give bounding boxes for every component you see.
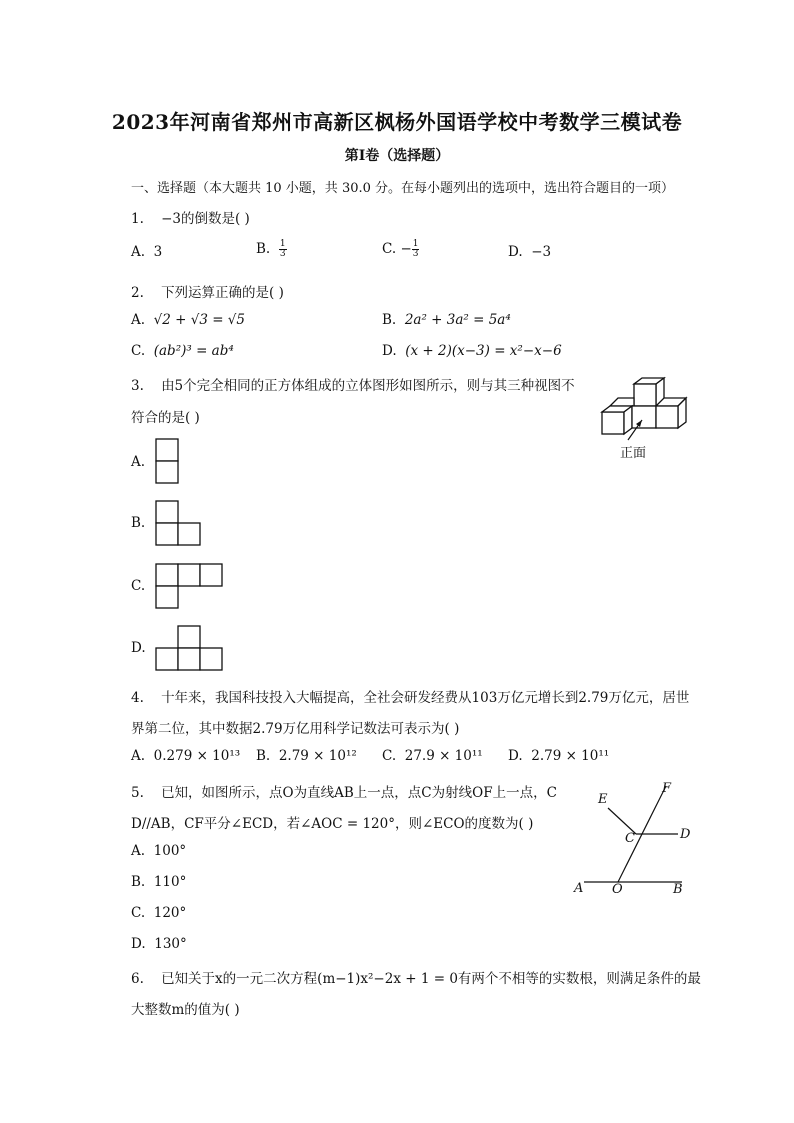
option-text: 130° bbox=[154, 936, 187, 952]
option-label: A. bbox=[131, 843, 146, 859]
point-label-e: E bbox=[598, 792, 608, 807]
option-label: A. bbox=[131, 312, 146, 328]
question-6 bbox=[131, 967, 701, 987]
point-label-f: F bbox=[662, 781, 672, 796]
question-stem: −3的倒数是( ) bbox=[161, 211, 250, 227]
fraction: $\frac{1}{3}$ bbox=[412, 239, 419, 259]
minus-sign: − bbox=[400, 241, 412, 257]
question-number: 5. bbox=[131, 785, 144, 801]
option-label: C. bbox=[382, 748, 397, 764]
option-label: B. bbox=[256, 241, 271, 257]
fraction: $\frac{1}{3}$ bbox=[279, 239, 286, 259]
question-4 bbox=[131, 686, 689, 706]
option-label: D. bbox=[508, 748, 523, 764]
option-text: 100° bbox=[153, 843, 187, 859]
option-a[interactable] bbox=[131, 244, 162, 260]
question-3 bbox=[131, 374, 575, 394]
option-label: D. bbox=[382, 343, 397, 359]
option-text: 120° bbox=[153, 905, 187, 921]
option-c[interactable] bbox=[382, 748, 483, 764]
option-c[interactable] bbox=[382, 240, 419, 259]
option-text: 3 bbox=[153, 244, 163, 260]
question-number: 1. bbox=[131, 211, 144, 227]
option-text: 110° bbox=[153, 874, 187, 890]
section-heading: 一、选择题（本大题共 10 小题，共 30.0 分。在每小题列出的选项中，选出符合题目的一项） bbox=[131, 181, 675, 196]
option-d[interactable] bbox=[508, 244, 551, 260]
option-d[interactable]: D. bbox=[131, 640, 146, 656]
option-label: C. bbox=[382, 241, 397, 257]
point-label-o: O bbox=[612, 882, 623, 897]
option-a[interactable] bbox=[131, 748, 240, 764]
question-stem-continued: 大整数m的值为( ) bbox=[131, 1002, 240, 1018]
option-label: C. bbox=[131, 905, 146, 921]
option-label: A. bbox=[131, 244, 146, 260]
question-2 bbox=[131, 281, 284, 301]
option-text: (ab²)³ = ab⁴ bbox=[153, 343, 234, 359]
question-stem: 已知，如图所示，点O为直线AB上一点，点C为射线OF上一点，C bbox=[161, 785, 557, 801]
option-b[interactable] bbox=[256, 748, 357, 764]
option-text: 0.279 × 10¹³ bbox=[153, 748, 241, 764]
option-d[interactable] bbox=[131, 936, 187, 952]
option-c[interactable] bbox=[131, 343, 234, 359]
option-text: 2.79 × 10¹² bbox=[278, 748, 357, 764]
question-number: 4. bbox=[131, 690, 144, 706]
option-b[interactable]: B. bbox=[131, 515, 146, 531]
option-b[interactable] bbox=[382, 312, 511, 328]
option-label: C. bbox=[131, 343, 146, 359]
page-title: 2023年河南省郑州市高新区枫杨外国语学校中考数学三模试卷 bbox=[111, 110, 683, 134]
option-a[interactable] bbox=[131, 843, 186, 859]
point-label-a: A bbox=[574, 881, 584, 896]
question-stem-continued: 符合的是( ) bbox=[131, 410, 200, 426]
option-b[interactable] bbox=[131, 874, 186, 890]
question-1 bbox=[131, 207, 250, 227]
view-b-figure bbox=[155, 500, 201, 546]
option-text: 2a² + 3a² = 5a⁴ bbox=[404, 312, 511, 328]
option-c[interactable]: C. bbox=[131, 578, 146, 594]
option-text: √2 + √3 = √5 bbox=[153, 312, 246, 328]
point-label-c: C bbox=[625, 831, 635, 846]
point-label-b: B bbox=[673, 882, 683, 897]
question-stem-continued: D//AB，CF平分∠ECD，若∠AOC = 120°，则∠ECO的度数为( ) bbox=[131, 816, 534, 832]
figure-label-front: 正面 bbox=[620, 446, 647, 461]
option-text: 27.9 × 10¹¹ bbox=[404, 748, 483, 764]
question-number: 2. bbox=[131, 285, 144, 301]
question-stem: 下列运算正确的是( ) bbox=[161, 285, 284, 301]
question-stem: 十年来，我国科技投入大幅提高，全社会研发经费从103万亿元增长到2.79万亿元，居世 bbox=[161, 690, 690, 706]
option-text: (x + 2)(x−3) = x²−x−6 bbox=[405, 343, 562, 359]
option-text: 2.79 × 10¹¹ bbox=[531, 748, 610, 764]
volume-heading: 第Ⅰ卷（选择题） bbox=[344, 148, 450, 164]
option-a[interactable]: A. bbox=[131, 454, 146, 470]
question-5 bbox=[131, 781, 557, 801]
option-a[interactable] bbox=[131, 312, 245, 328]
option-text: −3 bbox=[531, 244, 552, 260]
option-label: B. bbox=[131, 874, 146, 890]
option-d[interactable] bbox=[382, 343, 562, 359]
point-label-d: D bbox=[680, 827, 691, 842]
question-number: 6. bbox=[131, 971, 144, 987]
question-number: 3. bbox=[131, 378, 144, 394]
question-stem: 已知关于x的一元二次方程(m−1)x²−2x + 1 = 0有两个不相等的实数根，则满足条件的最 bbox=[161, 971, 701, 987]
view-c-figure bbox=[155, 563, 223, 609]
option-b[interactable] bbox=[256, 240, 287, 259]
option-label: B. bbox=[256, 748, 271, 764]
question-stem-continued: 界第二位，其中数据2.79万亿用科学记数法可表示为( ) bbox=[131, 721, 460, 737]
option-d[interactable] bbox=[508, 748, 609, 764]
option-label: D. bbox=[508, 244, 523, 260]
view-a-figure bbox=[155, 438, 179, 484]
option-label: A. bbox=[131, 748, 146, 764]
option-label: D. bbox=[131, 936, 146, 952]
option-c[interactable] bbox=[131, 905, 186, 921]
question-stem: 由5个完全相同的正方体组成的立体图形如图所示，则与其三种视图不 bbox=[161, 378, 575, 394]
option-label: B. bbox=[382, 312, 397, 328]
view-d-figure bbox=[155, 625, 223, 671]
